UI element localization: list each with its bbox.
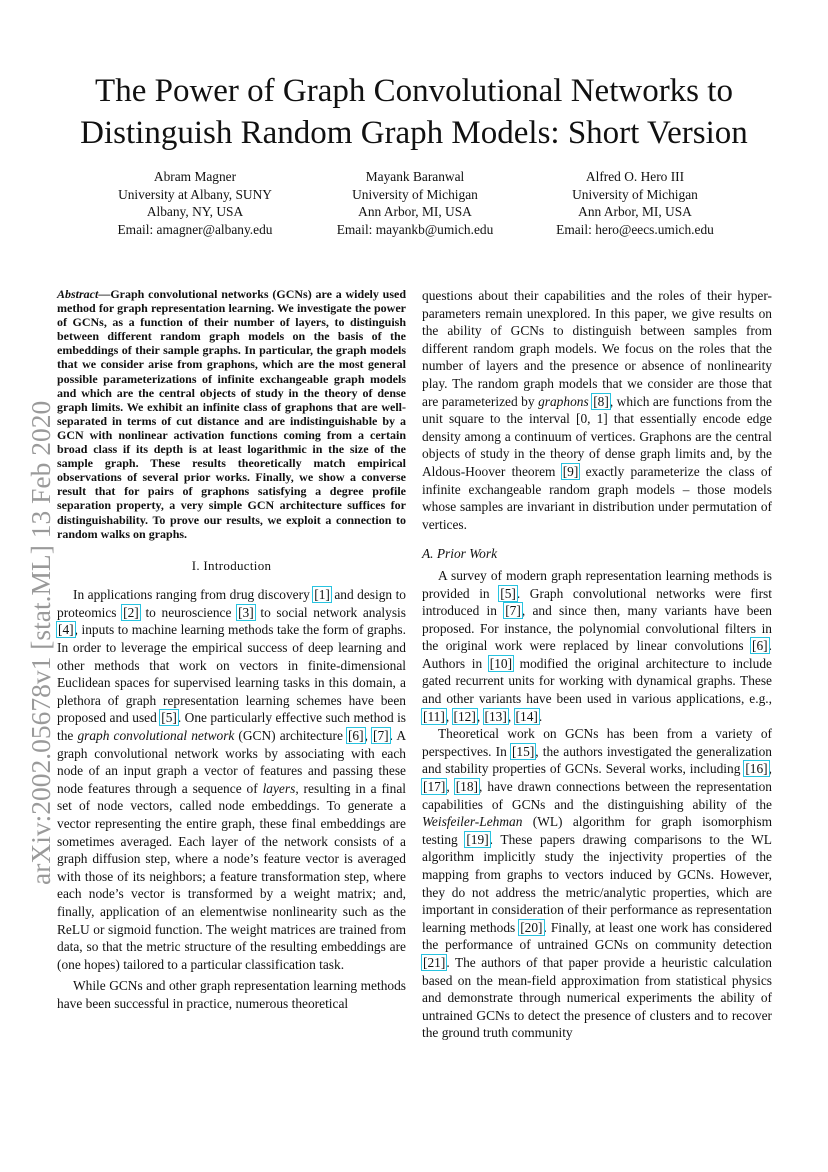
author-location: Ann Arbor, MI, USA <box>578 204 692 219</box>
section-heading-introduction: I. Introduction <box>191 557 272 573</box>
prior-work-paragraph-1: A survey of modern graph representation learning methods is provided in [5]. Graph convolutional networks were first introduced in [7], and since then, many variants have been proposed. For instance, the polynomial convolutional filters in the original work were replaced by linear convolutions [6]. Authors in [10] modified the original architecture to include gated recurrent units for working with dynamical graphs. These and other variants have been used in various applications, e.g., [11], [12], [13], [14]. <box>422 567 772 724</box>
author-name: Abram Magner <box>153 169 237 184</box>
citation-link[interactable]: [8] <box>593 393 609 409</box>
emphasis: graph convolutional network <box>77 728 235 744</box>
citation-link[interactable]: [7] <box>505 603 521 619</box>
author-location: Ann Arbor, MI, USA <box>358 204 472 219</box>
citation-link[interactable]: [14] <box>515 708 538 724</box>
arxiv-stamp-text[interactable]: arXiv:2002.05678v1 [stat.ML] 13 Feb 2020 <box>25 400 56 885</box>
abstract-text: —Graph convolutional networks (GCNs) are a widely used method for graph representation learning. We investigate the power of GCNs, as a function of their number of layers, to distinguish between different random graph models on the basis of the embeddings of their sample graphs. In particular, the graph models that we consider arise from graphons, which are the most general possible parameterizations of infinite exchangeable graph models and which are the central objects of study in the theory of dense graph limits. We exhibit an infinite class of graphons that are well-separated in terms of cut distance and are indistinguishable by a GCN with nonlinear activation functions coming from a certain broad class if its depth is at least logarithmic in the size of the sample graph. These results theoretically match empirical observations of several prior works. Finally, we show a converse result that for pairs of graphons satisfying a degree profile separation property, a very simple GCN architecture suffices for distinguishability. To prove our results, we exploit a connection to random walks on graphs. <box>57 287 406 541</box>
abstract-label: Abstract <box>57 287 99 301</box>
author-affiliation: University at Albany, SUNY <box>118 186 272 202</box>
citation-link[interactable]: [11] <box>423 708 445 724</box>
prior-work-paragraph-2: Theoretical work on GCNs has been from a variety of perspectives. In [15], the authors investigated the generalization and stability properties of GCNs. Several works, including [16], [17], [18], have drawn connections between the representation capabilities of GCNs and the distinguishing ability of the Weisfeiler-Lehman (WL) algorithm for graph isomorphism testing [19]. These papers drawing comparisons to the WL algorithm implicitly study the injectivity properties of the mapping from graphs to vectors induced by GCNs. However, they do not address the metric/analytic properties, which are important in consideration of their performance as representation learning methods [20]. Finally, at least one work has considered the performance of untrained GCNs on community detection [21]. The authors of that paper provide a heuristic calculation based on the mean-field approximation from statistical physics and demonstrate through numerical experiments the ability of untrained GCNs to detect the presence of clusters and to recover the ground truth community <box>422 726 772 1041</box>
subsection-heading-prior-work: A. Prior Work <box>422 546 498 562</box>
citation-link[interactable]: [20] <box>520 919 543 935</box>
abstract <box>57 287 406 541</box>
intro-paragraph-1: In applications ranging from drug discovery [1] and design to proteomics [2] to neuroscience [3] to social network analysis [4], inputs to machine learning methods take the form of graphs. In order to leverage the empirical success of deep learning and other methods that work on vectors in finite-dimensional Euclidean spaces for supervised learning tasks in this domain, a plethora of graph representation learning schemes have been proposed and used [5]. One particularly effective such method is the graph convolutional network (GCN) architecture [6], [7]. A graph convolutional network works by associating with each node of an input graph a vector of features and passing these node features through a sequence of layers, resulting in a final set of node vectors, called node embeddings. To generate a vector representing the entire graph, these final embeddings are sometimes averaged. Each layer of the network consists of a graph diffusion step, where a node’s feature vector is averaged with those of its neighbors; a feature transformation step, where each node’s vector is transformed by a weight matrix; and, finally, application of an elementwise nonlinearity such as the ReLU or sigmoid function. The weight matrices are trained from data, so that the metric structure of the resulting embeddings are (one hopes) tailored to a particular classification task. <box>57 587 407 972</box>
author-email[interactable]: Email: mayankb@umich.edu <box>336 221 494 237</box>
citation-link[interactable]: [15] <box>511 743 535 759</box>
intro-paragraph-3: questions about their capabilities and the roles of their hyper-parameters remain unexplored. In this paper, we give results on the ability of GCNs to distinguish between samples from different random graph models. We focus on the roles that the number of layers and the presence or absence of nonlinearity play. The random graph models that we consider are those that are parameterized by graphons [8], which are functions from the unit square to the interval [0, 1] that essentially encode edge density among a continuum of vertices. Graphons are the central objects of study in the theory of dense graph limits and, by the Aldous-Hoover theorem [9] exactly parameterize the class of infinite exchangeable random graph models – those models whose samples are invariant in distribution under permutation of vertices. <box>422 288 773 532</box>
author-affiliation: University of Michigan <box>572 186 698 202</box>
citation-link[interactable]: [3] <box>238 604 254 620</box>
intro-paragraph-2: While GCNs and other graph representation learning methods have been successful in practice, numerous theoretical <box>57 978 406 1011</box>
author-email[interactable]: Email: amagner@albany.edu <box>117 221 273 237</box>
citation-link[interactable]: [5] <box>161 710 177 726</box>
author-name: Mayank Baranwal <box>365 169 465 184</box>
author-location: Albany, NY, USA <box>146 204 244 219</box>
author-name: Alfred O. Hero III <box>585 169 685 184</box>
citation-link[interactable]: [4] <box>58 622 74 638</box>
citation-link[interactable]: [6] <box>752 638 768 654</box>
paper-title: The Power of Graph Convolutional Networks to Distinguish Random Graph Models: Short Version <box>80 73 748 151</box>
citation-link[interactable]: [5] <box>500 585 516 601</box>
emphasis: layers <box>262 780 296 796</box>
author-affiliation: University of Michigan <box>352 186 478 202</box>
author-email[interactable]: Email: hero@eecs.umich.edu <box>556 221 714 237</box>
author-3 <box>550 168 720 238</box>
author-block <box>100 168 740 248</box>
citation-link[interactable]: [16] <box>745 761 768 777</box>
left-column <box>57 287 406 1013</box>
citation-link[interactable]: [7] <box>373 728 389 744</box>
citation-link[interactable]: [10] <box>489 655 513 671</box>
citation-link[interactable]: [12] <box>453 708 476 724</box>
author-1 <box>110 168 280 238</box>
citation-link[interactable]: [17] <box>423 779 446 795</box>
emphasis: graphons <box>538 393 589 409</box>
citation-link[interactable]: [1] <box>314 587 330 603</box>
citation-link[interactable]: [6] <box>347 728 364 744</box>
citation-link[interactable]: [19] <box>466 831 489 847</box>
citation-link[interactable]: [9] <box>562 463 579 479</box>
citation-link[interactable]: [18] <box>455 779 478 795</box>
author-2 <box>330 168 500 238</box>
citation-link[interactable]: [21] <box>423 954 446 970</box>
right-column <box>422 287 772 1042</box>
citation-link[interactable]: [2] <box>123 604 139 620</box>
citation-link[interactable]: [13] <box>484 708 507 724</box>
emphasis: Weisfeiler-Lehman <box>422 814 523 830</box>
